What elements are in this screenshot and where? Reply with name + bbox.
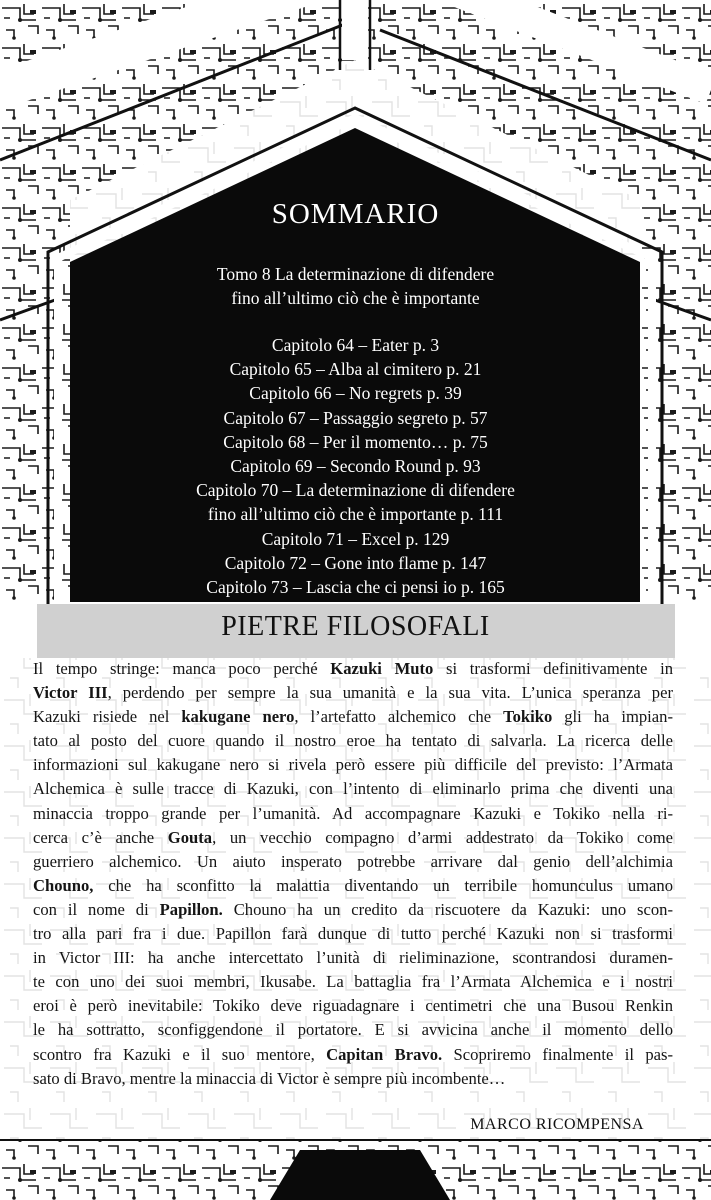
character-name: Kazuki Muto: [330, 659, 434, 678]
chapter-entry: Capitolo 64 – Eater p. 3: [271, 335, 440, 355]
chapter-list: [0, 333, 711, 599]
chapter-entry: Capitolo 69 – Secondo Round p. 93: [230, 456, 481, 477]
synopsis-line: in Victor III: ha anche intercettato l’unità di rieliminazione, scontrandosi duramen-: [33, 948, 673, 968]
synopsis-text: [33, 657, 673, 1091]
synopsis-line: guerriero alchemico. Un aiuto insperato potrebbe arrivare dal genio dell’alchimia: [33, 851, 673, 871]
author-signature: MARCO RICOMPENSA: [470, 1116, 644, 1133]
chapter-entry: fino all’ultimo ciò che è importante p. 111: [207, 504, 504, 525]
synopsis-line: scontro fra Kazuki e il suo mentore, Capitan Bravo. Scopriremo finalmente il pas-: [33, 1044, 673, 1064]
synopsis-line: Kazuki risiede nel kakugane nero, l’artefatto alchemico che Tokiko gli ha impian-: [33, 707, 673, 727]
chapter-entry: Capitolo 73 – Lascia che ci pensi io p. 165: [206, 577, 505, 598]
chapter-entry: Capitolo 67 – Passaggio segreto p. 57: [223, 407, 488, 428]
character-name: Capitan Bravo.: [326, 1044, 443, 1064]
toc-title: SOMMARIO: [271, 198, 440, 230]
character-name: Papillon.: [159, 899, 223, 919]
artifact-name: kakugane nero: [181, 707, 295, 727]
chapter-entry: Capitolo 72 – Gone into flame p. 147: [224, 552, 487, 573]
synopsis-line: te con uno dei suoi membri, Ikusabe. La battaglia fra l’Armata Alchemica e i nostri: [33, 972, 673, 992]
synopsis-line: minaccia troppo grande per l’umanità. Ad accompagnare Kazuki e Tokiko nella ri-: [33, 803, 673, 823]
synopsis-line: Chouno, che ha sconfitto la malattia diventando un terribile homunculus umano: [33, 875, 673, 895]
tome-title-line-1: Tomo 8 La determinazione di difendere: [216, 264, 495, 284]
synopsis-line: Alchemica è sulle tracce di Kazuki, con l’intento di eliminarlo prima che diventi una: [33, 779, 673, 799]
synopsis-line: le ha sottratto, sconfiggendone il portatore. E si avvicina anche il momento dello: [33, 1020, 673, 1040]
synopsis-line: tato al posto del cuore quando il nostro eroe ha tentato di salvarla. La ricerca delle: [33, 731, 673, 751]
chapter-entry: Capitolo 65 – Alba al cimitero p. 21: [229, 359, 482, 380]
chapter-entry: Capitolo 70 – La determinazione di difendere: [196, 480, 515, 501]
chapter-entry: Capitolo 66 – No regrets p. 39: [249, 383, 462, 404]
synopsis-line: tro alla pari fra i due. Papillon farà dunque di tutto perché Kazuki non si trasformi: [33, 924, 673, 944]
character-name: Gouta: [167, 827, 213, 847]
character-name: Tokiko: [503, 707, 553, 727]
synopsis-line: informazioni sul kakugane nero si rivela però essere più difficile del previsto: l’Armata: [33, 755, 673, 775]
section-title: PIETRE FILOSOFALI: [221, 611, 490, 642]
character-name: Victor III: [33, 683, 108, 703]
synopsis-line: cerca c’è anche Gouta, un vecchio compagno d’armi addestrato da Tokiko come: [33, 827, 673, 847]
synopsis-line: eroi è però inevitabile: Tokiko deve riguadagnare i centimetri che una Busou Renkin: [33, 996, 673, 1016]
synopsis-line: con il nome di Papillon. Chouno ha un credito da riscuotere da Kazuki: uno scon-: [33, 899, 674, 919]
synopsis-line: Victor III, perdendo per sempre la sua umanità e la sua vita. L’unica speranza per: [33, 683, 673, 703]
synopsis-line: Il tempo stringe: manca poco perché Kazuki Muto si trasformi definitivamente in: [33, 659, 674, 678]
tome-title-line-2: fino all’ultimo ciò che è importante: [231, 288, 480, 308]
character-name: Chouno,: [33, 875, 94, 895]
tome-title: [0, 262, 711, 310]
chapter-entry: Capitolo 68 – Per il momento… p. 75: [223, 431, 488, 452]
synopsis-line: sato di Bravo, mentre la minaccia di Victor è sempre più incombente…: [33, 1068, 506, 1088]
chapter-entry: Capitolo 71 – Excel p. 129: [261, 528, 450, 549]
